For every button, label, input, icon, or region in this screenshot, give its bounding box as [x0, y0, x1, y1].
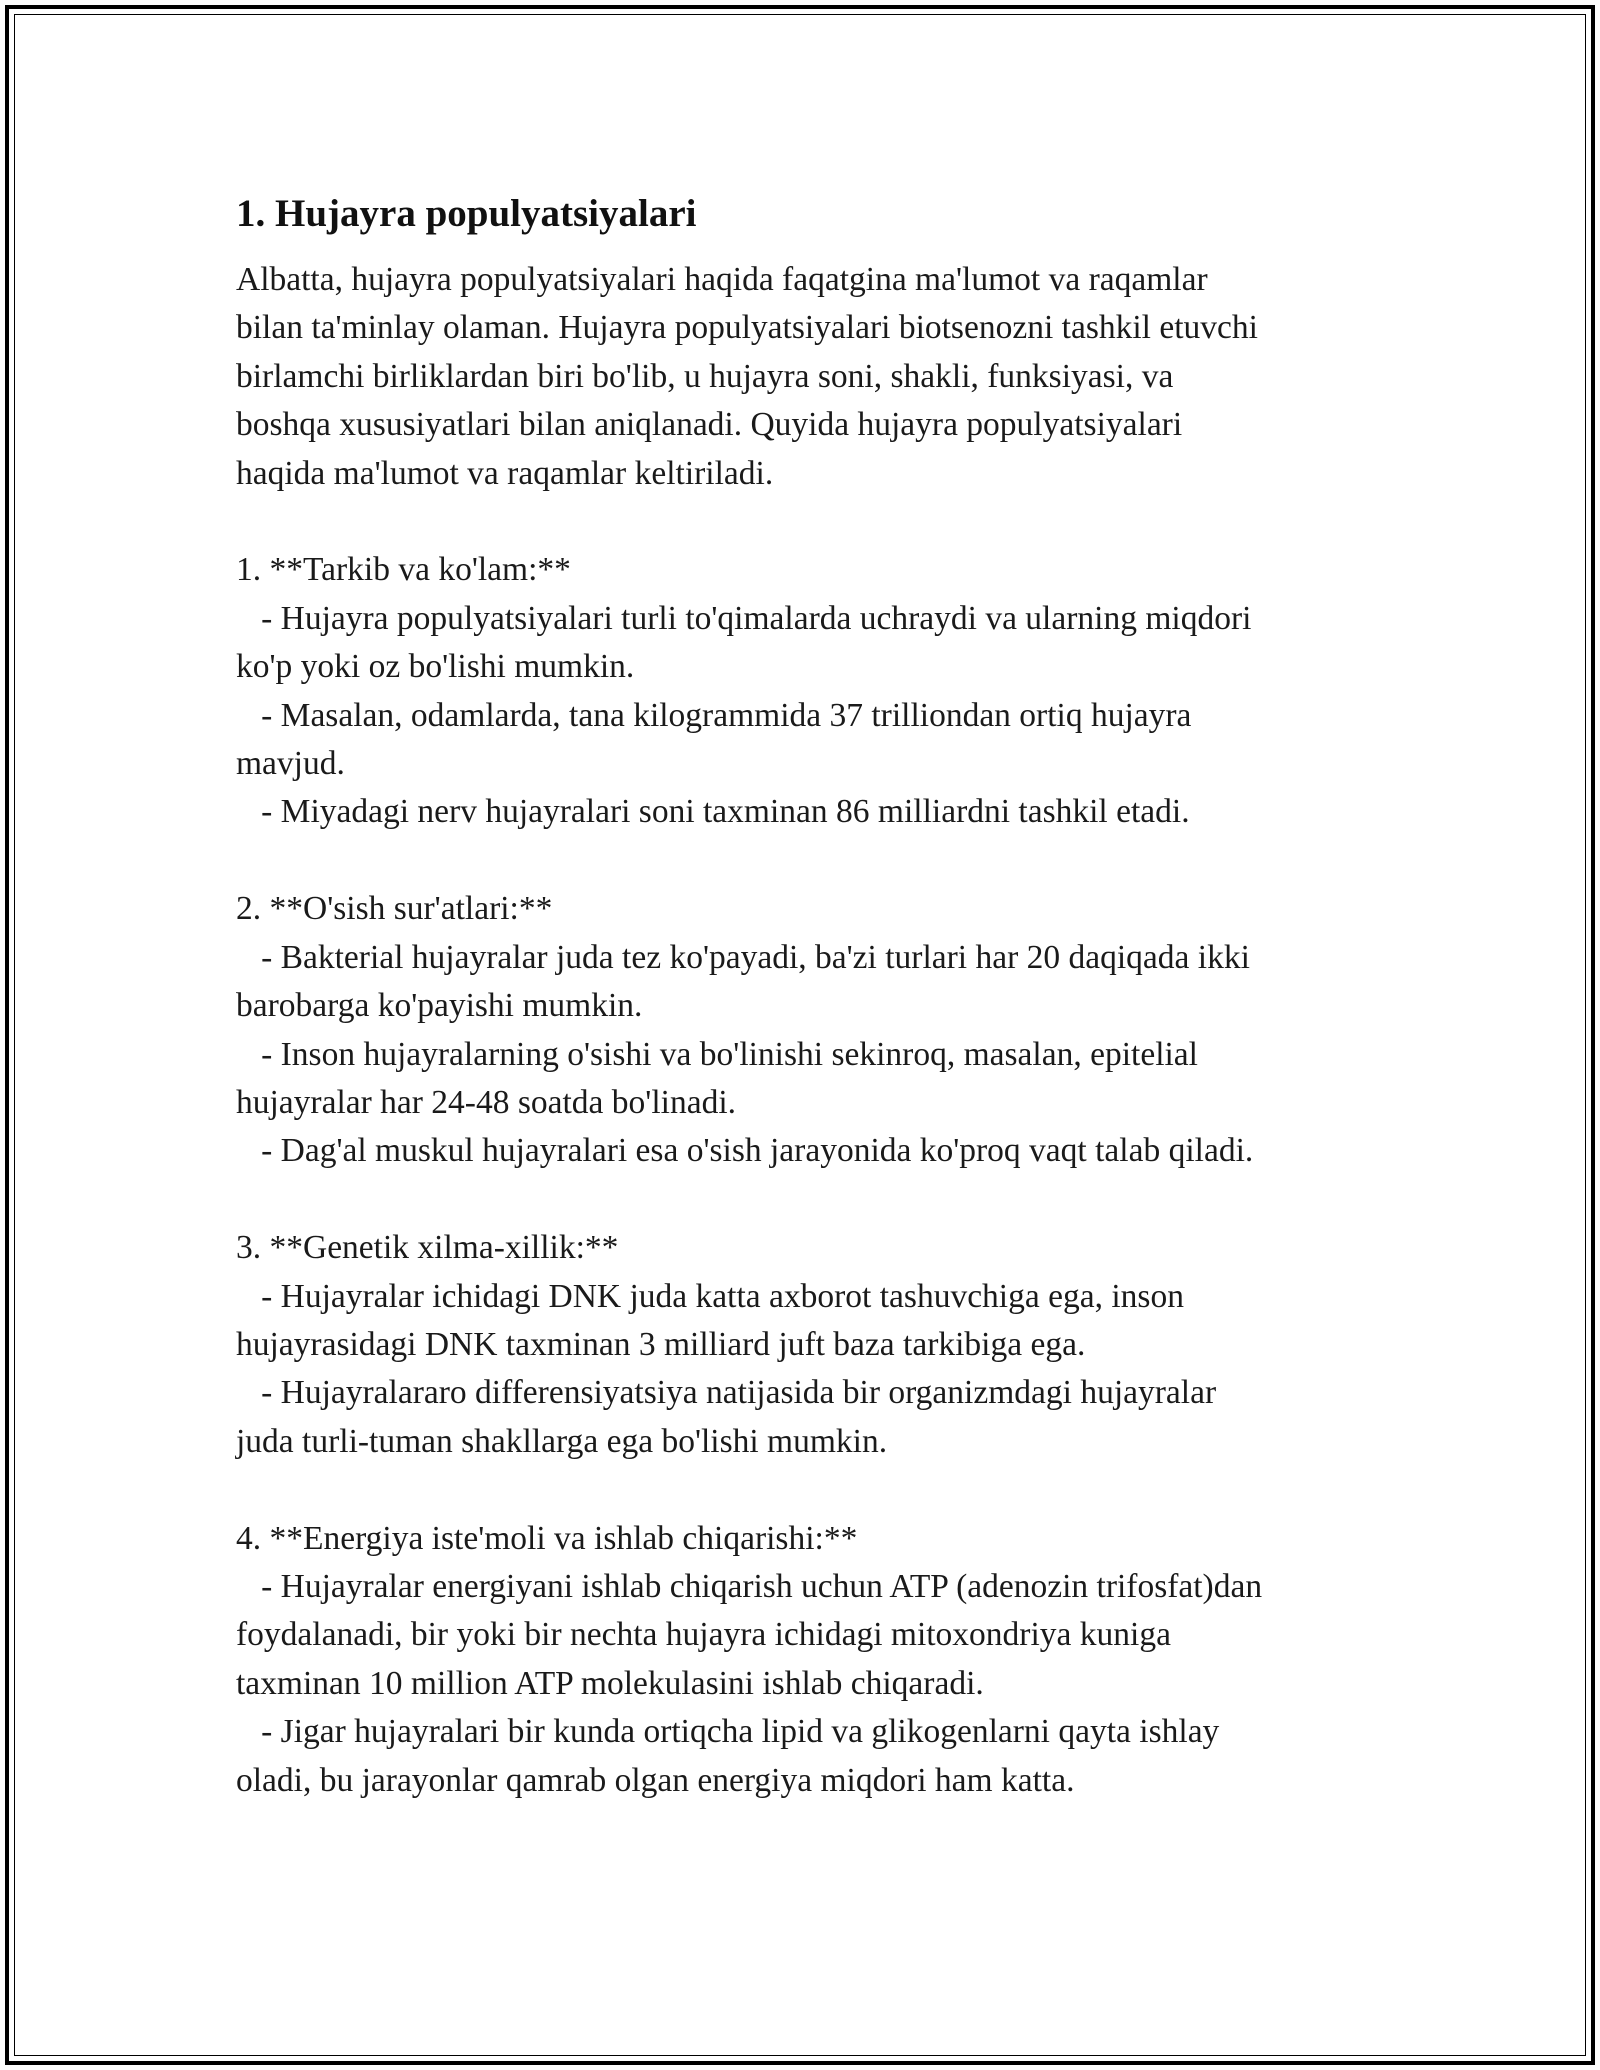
- document-body: Albatta, hujayra populyatsiyalari haqida faqatgina ma'lumot va raqamlar bilan ta'minlay olaman. Hujayra populyatsiyalari biotsenozni tashkil etuvchi birlamchi birliklardan biri bo'lib, u hujayra soni, shakli, funksiyasi, va boshqa xususiyatlari bilan aniqlanadi. Quyida hujayra populyatsiyalari haqida ma'lumot va raqamlar keltiriladi. 1. **Tarkib va ko'lam:** - Hujayra populyatsiyalari turli to'qimalarda uchraydi va ularning miqdori ko'p yoki oz bo'lishi mumkin. - Masalan, odamlarda, tana kilogrammida 37 trilliondan ortiq hujayra mavjud. - Miyadagi nerv hujayralari soni taxminan 86 milliardni tashkil etadi. 2. **O'sish sur'atlari:** - Bakterial hujayralar juda tez ko'payadi, ba'zi turlari har 20 daqiqada ikki barobarga ko'payishi mumkin. - Inson hujayralarning o'sishi va bo'linishi sekinroq, masalan, epitelial hujayralar har 24-48 soatda bo'linadi. - Dag'al muskul hujayralari esa o'sish jarayonida ko'proq vaqt talab qiladi. 3. **Genetik xilma-xillik:** - Hujayralar ichidagi DNK juda katta axborot tashuvchiga ega, inson hujayrasidagi DNK taxminan 3 milliard juft baza tarkibiga ega. - Hujayralararo differensiyatsiya natijasida bir organizmdagi hujayralar juda turli-tuman shakllarga ega bo'lishi mumkin. 4. **Energiya iste'moli va ishlab chiqarishi:** - Hujayralar energiyani ishlab chiqarish uchun ATP (adenozin trifosfat)dan foydalanadi, bir yoki bir nechta hujayra ichidagi mitoxondriya kuniga taxminan 10 million ATP molekulasini ishlab chiqaradi. - Jigar hujayralari bir kunda ortiqcha lipid va glikogenlarni qayta ishlay oladi, bu jarayonlar qamrab olgan energiya miqdori ham katta.: [236, 261, 1263, 1799]
- document-content: [236, 188, 1386, 1805]
- document-title: 1. Hujayra populyatsiyalari: [236, 192, 697, 235]
